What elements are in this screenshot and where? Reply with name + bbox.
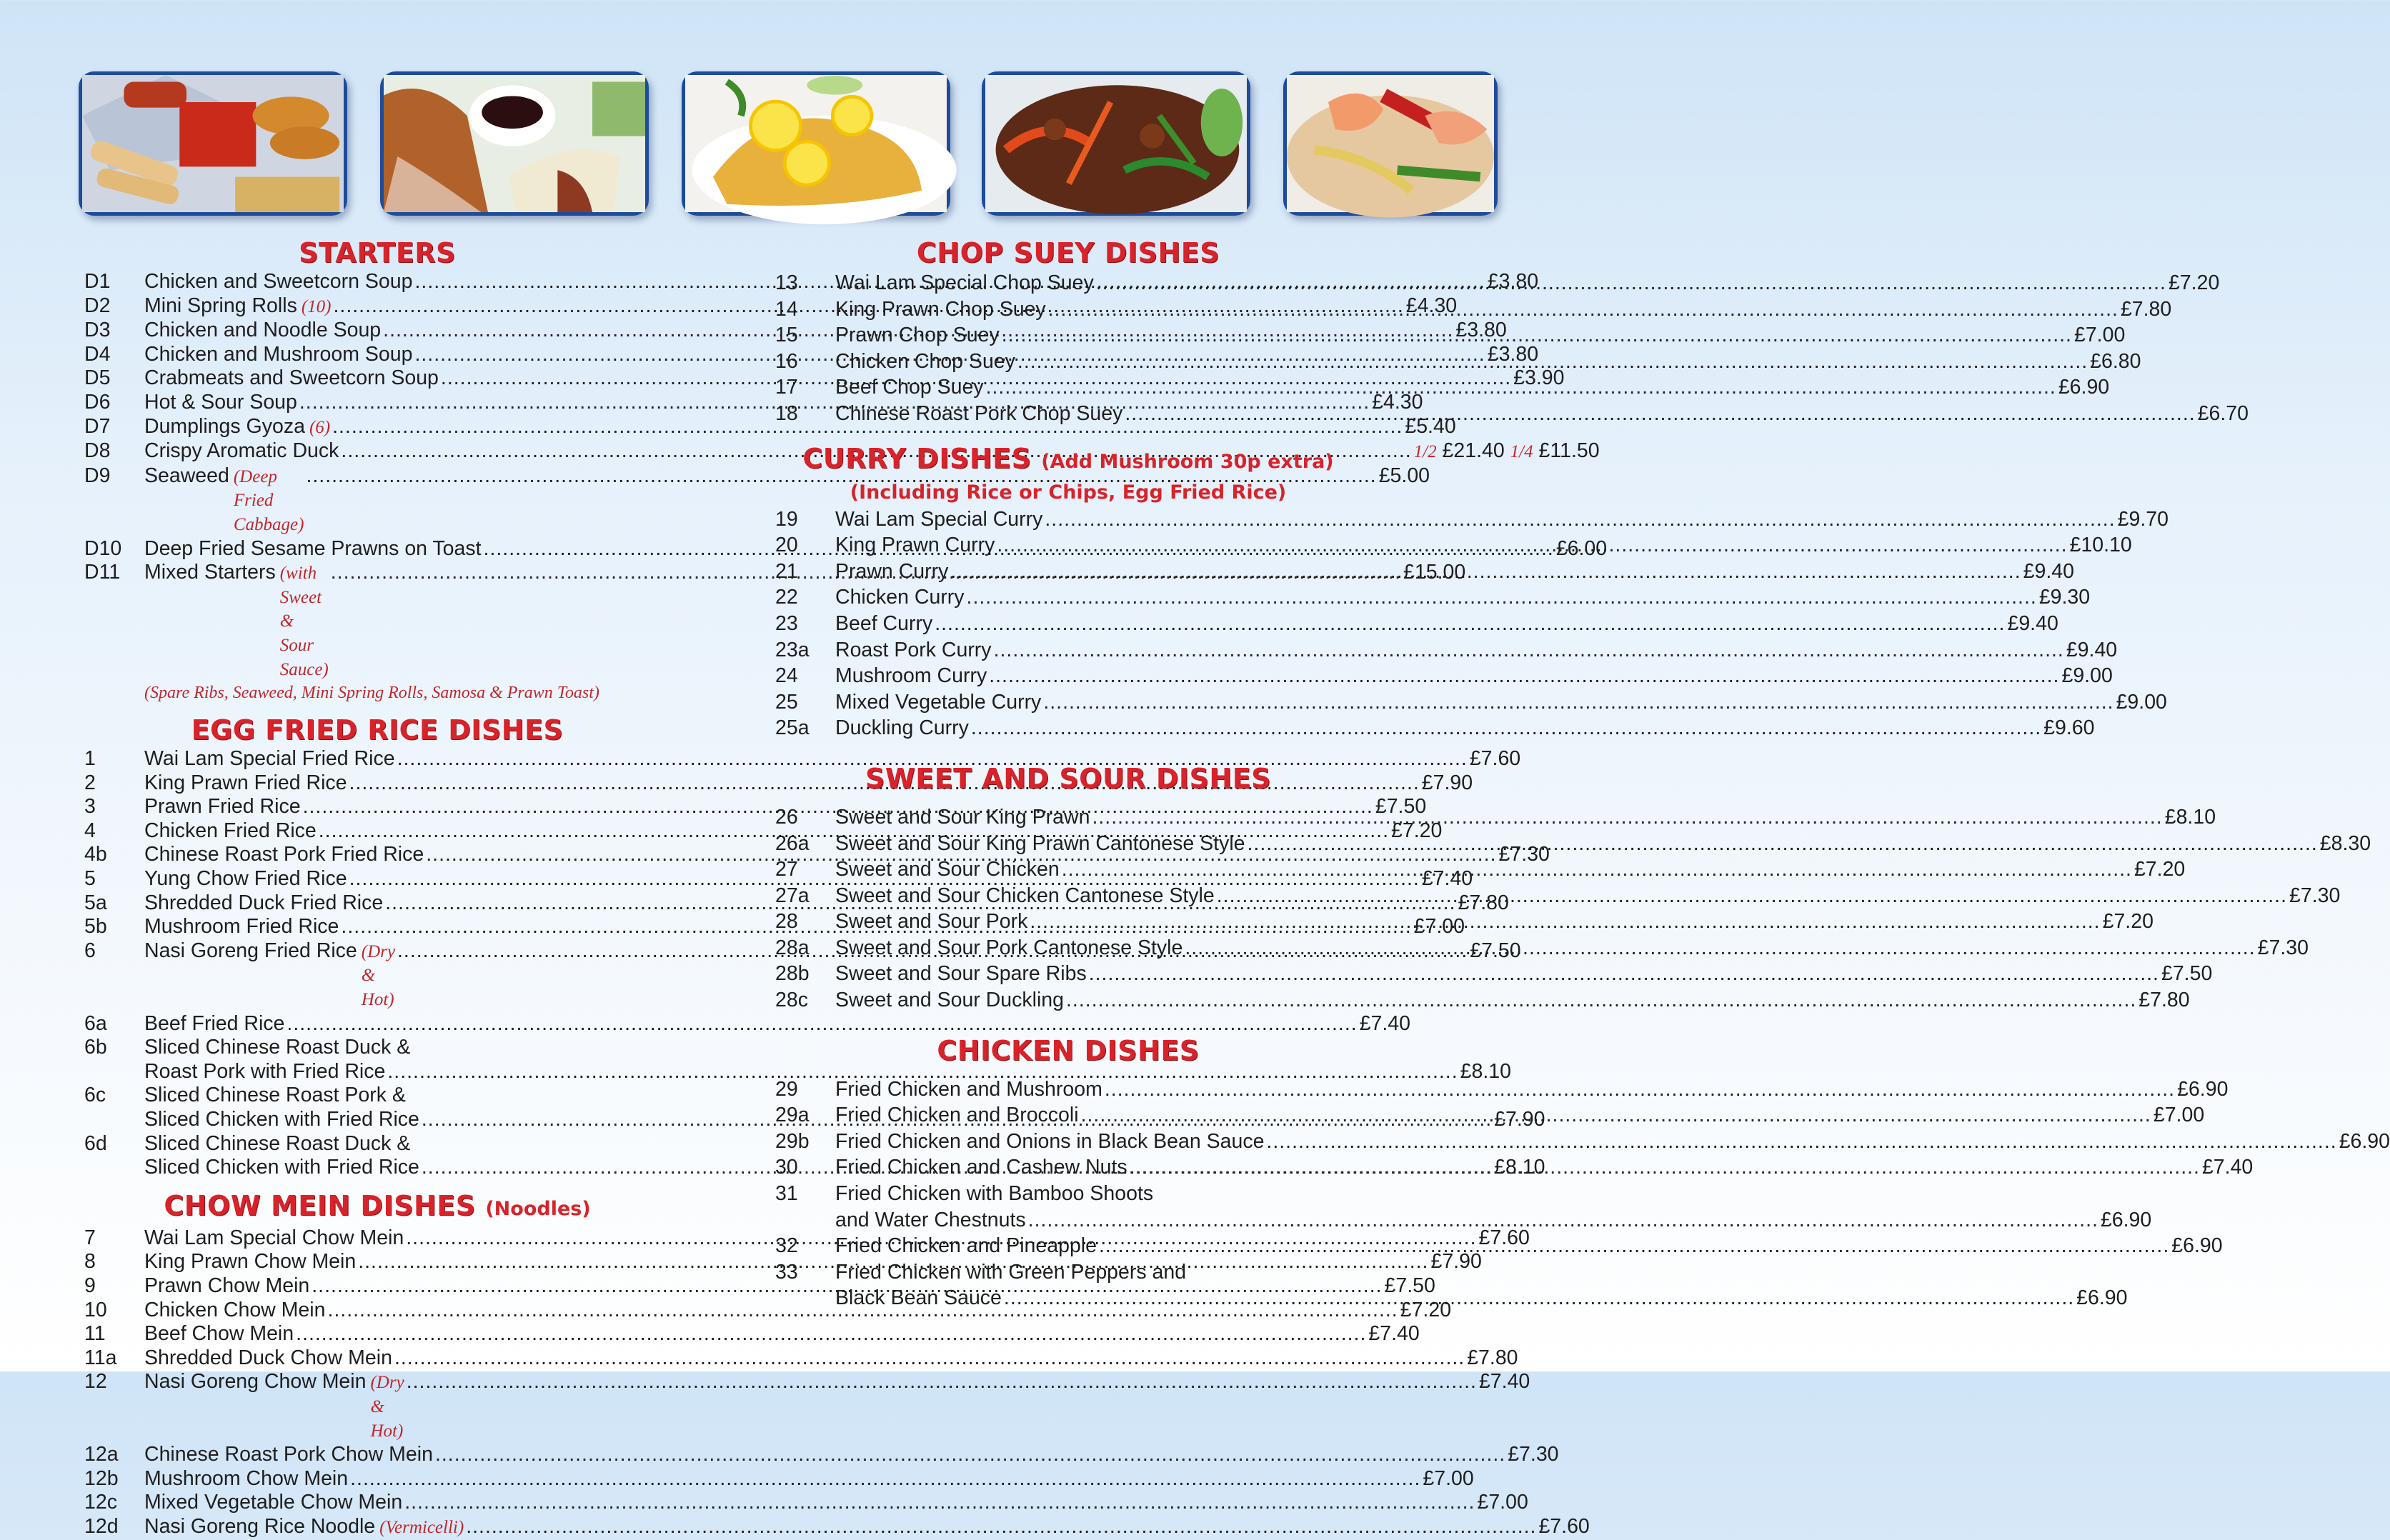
menu-item: 7 Wai Lam Special Chow Mein ..... £7.60	[84, 1226, 670, 1251]
menu-item: 12b Mushroom Chow Mein ..... £7.00	[84, 1467, 670, 1491]
menu-item: 13 Wai Lam Special Chop Suey ..... £7.20	[775, 270, 1361, 296]
menu-item: 29b Fried Chicken and Onions in Black Bean Sauce ..... £6.90	[775, 1129, 1361, 1155]
menu-item: 31 Fried Chicken with Bamboo Shoots	[775, 1182, 1154, 1206]
menu-item: 5a Shredded Duck Fried Rice ..... £7.80	[84, 891, 670, 916]
chow-mein-heading: CHOW MEIN DISHES (Noodles)	[164, 1189, 591, 1221]
menu-item: 14 King Prawn Chop Suey ..... £7.80	[775, 296, 1361, 323]
menu-item: 27a Sweet and Sour Chicken Cantonese Style ..... £7.30	[775, 883, 1361, 909]
menu-item: 27 Sweet and Sour Chicken ..... £7.20	[775, 856, 1361, 883]
menu-item: 19 Wai Lam Special Curry ..... £9.70	[775, 506, 1361, 533]
menu-item: 28 Sweet and Sour Pork ..... £7.20	[775, 909, 1361, 935]
menu-item: 25a Duckling Curry ..... £9.60	[775, 715, 1361, 741]
egg-fried-rice-heading: EGG FRIED RICE DISHES	[191, 714, 564, 746]
menu-item: 11 Beef Chow Mein ..... £7.40	[84, 1322, 670, 1346]
menu-item: 6 Nasi Goreng Fried Rice (Dry & Hot) ..... £7.50	[84, 939, 670, 1012]
menu-item: 33 Fried Chicken with Green Peppers and	[775, 1260, 1187, 1284]
starters-footnote: (Spare Ribs, Seaweed, Mini Spring Rolls, Samosa & Prawn Toast)	[144, 684, 599, 703]
menu-item-continued: Sliced Chicken with Fried Rice ..... £8.10	[84, 1156, 670, 1180]
menu-item: D7 Dumplings Gyoza (6) ..... £5.40	[84, 415, 670, 440]
menu-item: 18 Chinese Roast Pork Chop Suey ..... £6.70	[775, 401, 1361, 427]
menu-item: 20 King Prawn Curry ..... £10.10	[775, 532, 1361, 559]
menu-item: 8 King Prawn Chow Mein ..... £7.90	[84, 1250, 670, 1274]
menu-item: 1 Wai Lam Special Fried Rice ..... £7.60	[84, 747, 670, 771]
crispy-duck-photo	[380, 71, 649, 216]
menu-item: 5 Yung Chow Fried Rice ..... £7.40	[84, 867, 670, 891]
menu-item: 28a Sweet and Sour Pork Cantonese Style ..... £7.30	[775, 935, 1361, 961]
menu-item: 12a Chinese Roast Pork Chow Mein ..... £7.30	[84, 1443, 670, 1467]
menu-item: D5 Crabmeats and Sweetcorn Soup ..... £3.90	[84, 366, 670, 391]
menu-item: 30 Fried Chicken and Cashew Nuts ..... £7.40	[775, 1154, 1361, 1181]
menu-item: D1 Chicken and Sweetcorn Soup ..... £3.80	[84, 270, 670, 294]
menu-item: 5b Mushroom Fried Rice ..... £7.00	[84, 915, 670, 939]
menu-item: D6 Hot & Sour Soup ..... £4.30	[84, 391, 670, 415]
menu-item: 4 Chicken Fried Rice ..... £7.20	[84, 819, 670, 844]
chop-suey-heading: CHOP SUEY DISHES	[916, 237, 1220, 269]
lemon-chicken-photo	[682, 71, 950, 216]
curry-heading: CURRY DISHES (Add Mushroom 30p extra)	[802, 442, 1334, 474]
sweet-sour-heading: SWEET AND SOUR DISHES	[865, 762, 1272, 794]
menu-item: 29a Fried Chicken and Broccoli ..... £7.00	[775, 1102, 1361, 1129]
menu-item: 17 Beef Chop Suey ..... £6.90	[775, 374, 1361, 401]
menu-item: 24 Mushroom Curry ..... £9.00	[775, 663, 1361, 689]
menu-item: 28b Sweet and Sour Spare Ribs ..... £7.50	[775, 961, 1361, 987]
menu-item: 28c Sweet and Sour Duckling ..... £7.80	[775, 987, 1361, 1014]
menu-item-continued: Black Bean Sauce ..... £6.90	[775, 1285, 1361, 1311]
menu-item: D10 Deep Fried Sesame Prawns on Toast ..... £6.00	[84, 537, 670, 561]
starters-photo	[79, 71, 347, 216]
menu-item: 9 Prawn Chow Mein ..... £7.50	[84, 1274, 670, 1299]
starters-heading: STARTERS	[299, 237, 456, 269]
menu-item: 29 Fried Chicken and Mushroom ..... £6.90	[775, 1076, 1361, 1103]
menu-item: D4 Chicken and Mushroom Soup ..... £3.80	[84, 343, 670, 367]
crispy-beef-photo	[982, 71, 1250, 216]
menu-item-continued: and Water Chestnuts ..... £6.90	[775, 1207, 1361, 1234]
menu-item-continued: Roast Pork with Fried Rice ..... £8.10	[84, 1060, 670, 1084]
menu-item: 11a Shredded Duck Chow Mein ..... £7.80	[84, 1346, 670, 1371]
menu-item-continued: Sliced Chicken with Fried Rice ..... £7.90	[84, 1108, 670, 1132]
menu-item: 12 Nasi Goreng Chow Mein (Dry & Hot) ..... £7.40	[84, 1370, 670, 1443]
menu-item: 26 Sweet and Sour King Prawn ..... £8.10	[775, 804, 1361, 831]
menu-item: 6c Sliced Chinese Roast Pork &	[84, 1084, 406, 1107]
menu-item: 23a Roast Pork Curry ..... £9.40	[775, 637, 1361, 664]
menu-item: 4b Chinese Roast Pork Fried Rice ..... £7.30	[84, 843, 670, 867]
menu-item: 6b Sliced Chinese Roast Duck &	[84, 1036, 411, 1059]
menu-item: 26a Sweet and Sour King Prawn Cantonese Style ..... £8.30	[775, 831, 1361, 857]
menu-item: D11 Mixed Starters (with Sweet & Sour Sauce) ..... £15.00	[84, 561, 670, 681]
photo-strip	[79, 71, 1458, 216]
menu-item: 10 Chicken Chow Mein ..... £7.20	[84, 1299, 670, 1323]
menu-item: 12c Mixed Vegetable Chow Mein ..... £7.00	[84, 1491, 670, 1515]
chicken-heading: CHICKEN DISHES	[937, 1034, 1200, 1066]
king-prawn-photo	[1283, 71, 1498, 216]
menu-item: 3 Prawn Fried Rice ..... £7.50	[84, 795, 670, 819]
menu-item: 16 Chicken Chop Suey ..... £6.80	[775, 349, 1361, 375]
menu-item: 25 Mixed Vegetable Curry ..... £9.00	[775, 689, 1361, 716]
menu-item: D8 Crispy Aromatic Duck ..... 1/2 £21.40 1/4 £11.50	[84, 439, 670, 464]
menu-item: 6a Beef Fried Rice ..... £7.40	[84, 1012, 670, 1036]
curry-subline: (Including Rice or Chips, Egg Fried Rice)	[850, 481, 1287, 504]
menu-item: 12d Nasi Goreng Rice Noodle (Vermicelli) ..... £7.60	[84, 1515, 670, 1540]
menu-item: D3 Chicken and Noodle Soup ..... £3.80	[84, 319, 670, 343]
menu-item: 2 King Prawn Fried Rice ..... £7.90	[84, 771, 670, 796]
menu-item: D9 Seaweed (Deep Fried Cabbage) ..... £5.00	[84, 464, 670, 537]
menu-item: 21 Prawn Curry ..... £9.40	[775, 559, 1361, 585]
menu-item: 6d Sliced Chinese Roast Duck &	[84, 1131, 411, 1155]
menu-item: 23 Beef Curry ..... £9.40	[775, 611, 1361, 637]
menu-item: 32 Fried Chicken and Pineapple ..... £6.90	[775, 1233, 1361, 1259]
menu-item: 15 Prawn Chop Suey ..... £7.00	[775, 322, 1361, 349]
menu-item: D2 Mini Spring Rolls (10) ..... £4.30	[84, 294, 670, 319]
menu-item: 22 Chicken Curry ..... £9.30	[775, 584, 1361, 611]
